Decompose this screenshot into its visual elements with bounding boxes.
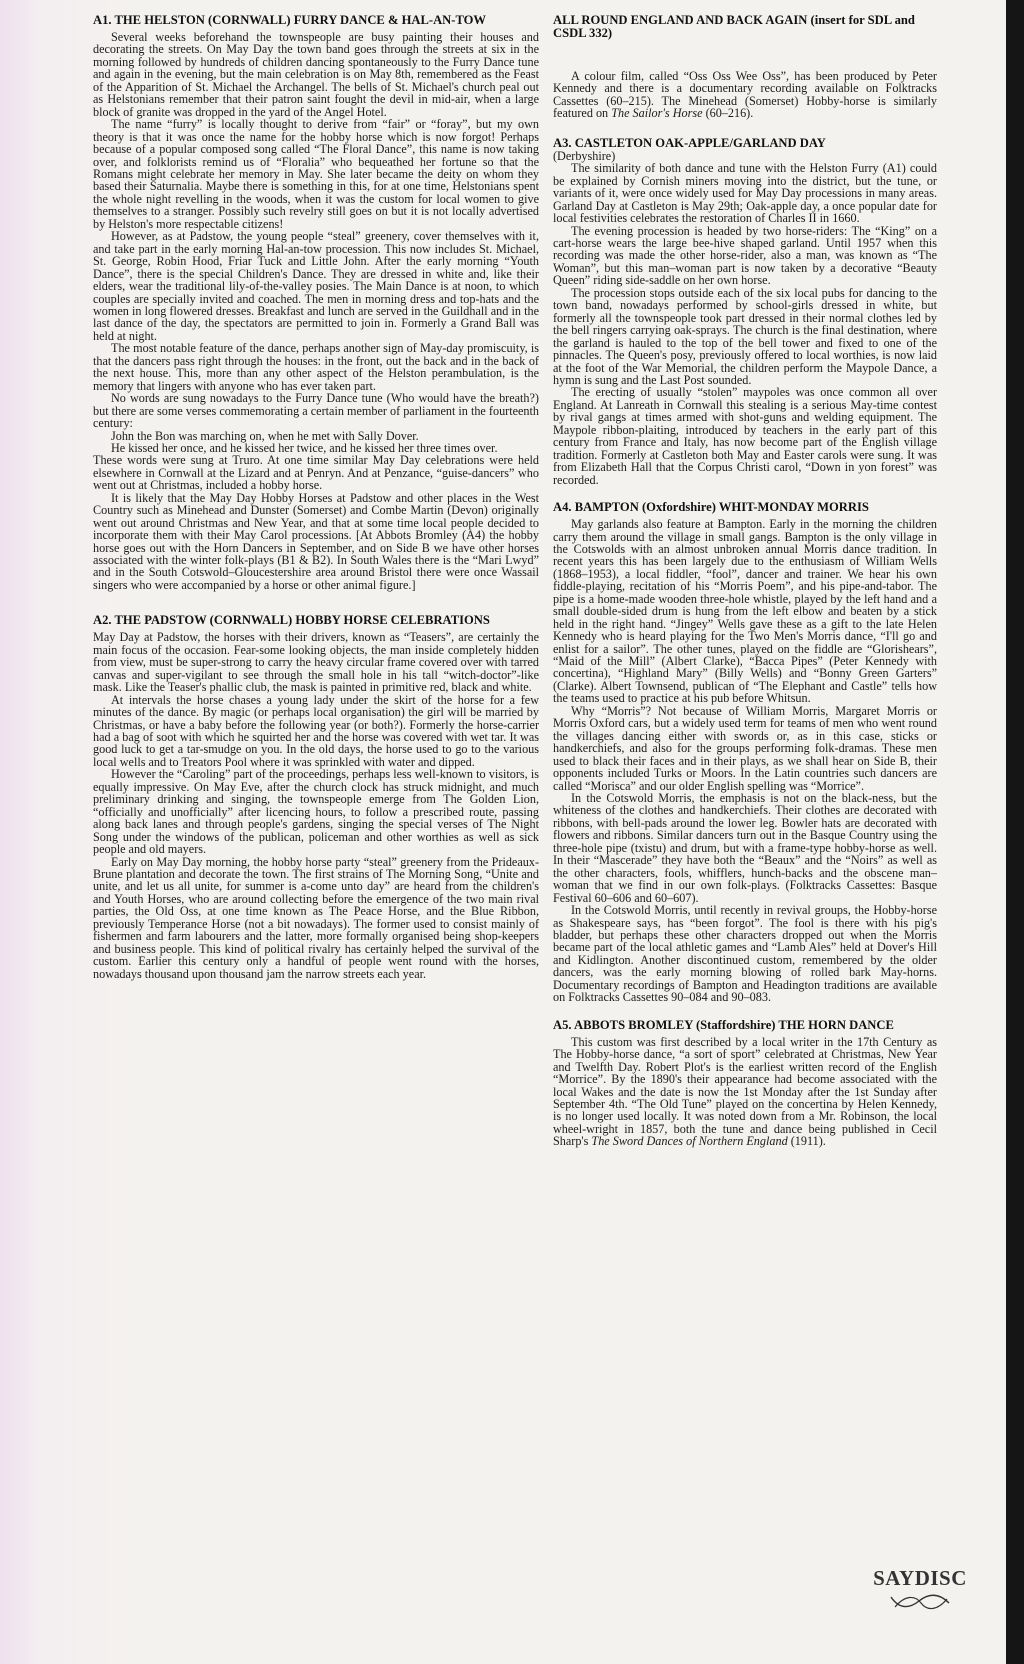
paragraph: Early on May Day morning, the hobby horse party “steal” greenery from the Prideaux-Brune plantation and decorate the town. The first strains of The Morning Song, “Unite and unite, and let us all unite, for summer is a-come unto day” are heard from the children's and Youth Horses, who are around collecting before the emergence of the two main rival parties, the Old Oss, at one time known as The Peace Horse, and the Blue Ribbon, previously Temperance Horse (not a bit nowadays). The former used to consist mainly of fishermen and farm labourers and the latter, more formally organised being shop-keepers and business people. This kind of political rivalry has certainly helped the survival of the custom. Earlier this century only a handful of people went round with the horses, nowadays thousand upon thousand jam the narrow streets each year. <box>93 854 539 981</box>
section-insert <box>553 14 937 120</box>
paragraph <box>553 1036 937 1148</box>
section-heading: A4. BAMPTON (Oxfordshire) WHIT-MONDAY MORRIS <box>553 500 869 515</box>
saydisc-logo <box>870 1566 970 1622</box>
paragraph: The evening procession is headed by two horse-riders: The “King” on a cart-horse wears the large bee-hive shaped garland. Until 1957 when this recording was made the other horse-rider, also a man, was known as “The Woman”, but this man–woman part is now taken by a decorative “Beauty Queen” riding side-saddle on her own horse. <box>553 223 937 288</box>
logo-wordmark: SAYDISC <box>873 1566 967 1590</box>
left-column <box>93 14 539 989</box>
paragraph-text: (60–216). <box>702 106 754 121</box>
paragraph: May Day at Padstow, the horses with their drivers, known as “Teasers”, are certainly the main focus of the occasion. Fear-some looking objects, the man inside completely hidden from view, must be super-strong to carry the heavy circular frame covered over with tarred canvas and super-vigilant to see through the small hole in his tall “witch-doctor”-like mask. Like the Teaser's phallic club, the mask is painted in primitive red, black and white. <box>93 630 539 695</box>
paragraph: In the Cotswold Morris, the emphasis is not on the black-ness, but the whiteness of the clothes and handkerchiefs. Their clothes are decorated with ribbons, with bell-pads around the lower leg. Bowler hats are decorated with flowers and ribbons. Similar dancers turn out in the Basque Country using the three-hole pipe (txistu) and drum, but with a frame-type hobby-horse as well. In their “Mascerade” they have both the “Beaux” and the “Noirs” as well as the other characters, fools, whifflers, hunch-backs and the obscene man–woman that we find in our own folk-plays. (Folktracks Cassettes: Basque Festival 60–606 and 60–607). <box>553 791 937 905</box>
paragraph: The similarity of both dance and tune with the Helston Furry (A1) could be explained by Cornish miners moving into the district, but the tune, or variants of it, were once widely used for May Day processions in many areas. Garland Day at Castleton is May 29th; Oak-apple day, a once popular date for local festivities celebrates the restoration of Charles II in 1660. <box>553 161 937 226</box>
paragraph: Why “Morris”? Not because of William Morris, Margaret Morris or Morris Oxford cars, but a widely used term for teams of men who went round the villages dancing either with swords or, as in this case, sticks or handkerchiefs, and also for the groups performing folk-dramas. These men used to black their faces and in their plays, as we shall hear on Side B, their opponents included Turks or Moors. In the Latin countries such dancers are called “Morisca” and our older English spelling was “Morrice”. <box>553 703 937 793</box>
paragraph: It is likely that the May Day Hobby Horses at Padstow and other places in the West Country such as Minehead and Dunster (Somerset) and Combe Martin (Devon) originally went out around Christmas and New Year, and that at some time local people decided to incorporate them with their May Carol processions. [At Abbots Bromley (A4) the hobby horse goes out with the Horn Dancers in September, and on Side B we have other horses associated with the winter folk-plays (B1 & B2). In South Wales there is the “Mari Lwyd” and in the South Cotswold–Gloucestershire area around Bristol there were once Wassail singers who were accompanied by a horse or other animal figure.] <box>93 490 539 592</box>
paragraph-text: A colour film, called “Oss Oss Wee Oss”, has been produced by Peter Kennedy and there is a documentary recording available on Folktracks Cassettes (60–215). The Minehead (Somerset) Hobby-horse is similarly featured on <box>553 69 937 121</box>
section-a4 <box>553 501 937 1004</box>
section-a5 <box>553 1019 937 1148</box>
title-italic: The Sword Dances of Northern England <box>591 1134 788 1149</box>
section-heading: A2. THE PADSTOW (CORNWALL) HOBBY HORSE CELEBRATIONS <box>93 613 490 628</box>
scan-edge <box>1006 0 1024 1664</box>
section-a2 <box>93 614 539 980</box>
verse <box>93 430 539 455</box>
title-italic: The Sailor's Horse <box>611 106 703 121</box>
section-heading: A3. CASTLETON OAK-APPLE/GARLAND DAY <box>553 135 826 150</box>
paragraph: May garlands also feature at Bampton. Early in the morning the children carry them around the village in small gangs. Bampton is the only village in the Cotswolds with an almost unbroken annual Morris dance tradition. In recent years this has been largely due to the enthusiasm of William Wells (1868–1953), a local fiddler, “fool”, dancer and trainer. We hear his own fiddle-playing, recitation of his “Morris Poem”, and his pipe-and-tabor. The pipe is a home-made wooden three-hole whistle, played by the left hand and a small double-sided drum is hung from the left elbow and beaten by a stick held in the right hand. “Jingey” Wells gave these as a gift to the late Helen Kennedy who is heard playing for the Two Men's Morris dance, “I'll go and enlist for a sailor”. The other tunes, played on the fiddle are “Glorishears”, “Maid of the Mill” (Albert Clarke), “Bacca Pipes” (Peter Kennedy with concertina), “Highland Mary” (Billy Wells) and “Bonny Green Garters” (Clarke). Albert Townsend, publican of “The Elephant and Castle” tells how the teams used to practice at his pub before Whitsun. <box>553 517 937 706</box>
paragraph-text: (1911). <box>787 1134 826 1149</box>
section-subheading: (Derbyshire) <box>553 148 616 163</box>
paragraph: The procession stops outside each of the six local pubs for dancing to the town band, nowadays performed by school-girls dressed in white, but formerly all the townspeople took part dressed in their normal clothes led by the bell ringers carrying oak-sprays. The church is the final destination, where the garland is hauled to the top of the bell tower and fixed to one of the pinnacles. The Queen's posy, previously offered to local worthies, is now laid at the foot of the War Memorial, the children perform the Maypole Dance, a hymn is sung and the Last Post sounded. <box>553 285 937 387</box>
paragraph: Several weeks beforehand the townspeople are busy painting their houses and decorating the streets. On May Day the town band goes through the streets at six in the morning followed by hundreds of children dancing spontaneously to the Furry Dance tune and again in the evening, but the main celebration is on May 8th, remembered as the Feast of the Apparition of St. Michael the Archangel. The bells of St. Michael's church peal out as Helstonians remember that their patron saint fought the devil in mid-air, when a large block of granite was dropped in the yard of the Angel Hotel. <box>93 30 539 119</box>
paragraph: However the “Caroling” part of the proceedings, perhaps less well-known to visitors, is equally impressive. On May Eve, after the church clock has struck midnight, and much preliminary drinking and singing, the townspeople emerge from The Golden Lion, “officially and unofficially” after licencing hours, to follow a prescribed route, passing along back lanes and through people's gardens, singing the special verses of The Night Song under the windows of the publican, policeman and other worthies as well as sick people and old mayers. <box>93 767 539 857</box>
paragraph: No words are sung nowadays to the Furry Dance tune (Who would have the breath?) but there are some verses commemorating a certain member of parliament in the fourteenth century: <box>93 391 539 431</box>
paragraph-text: This custom was first described by a local writer in the 17th Century as The Hobby-horse dance, “a sort of sport” celebrated at Christmas, New Year and Twelfth Day. Robert Plot's is the earliest written record of the English “Morrice”. By the 1890's their appearance had become associated with the local Wakes and the date is now the 1st Monday after the 1st Sunday after September 4th. “The Old Tune” played on the concertina by Helen Kennedy, is no longer used locally. It was noted down from a Mr. Robinson, the local wheel-wright in 1857, both the tune and dance being published in Cecil Sharp's <box>553 1034 937 1149</box>
section-heading: A5. ABBOTS BROMLEY (Staffordshire) THE HORN DANCE <box>553 1017 894 1032</box>
paragraph: The name “furry” is locally thought to derive from “fair” or “foray”, but my own theory is that it was once the name for the hobby horse which is now forgot! Perhaps because of a popular composed song called “The Floral Dance”, this name is now taking over, and folklorists remind us of “Floralia” who bequeathed her fortune so that the Romans might celebrate her memory in May. She later became the deity on whom they based their Saturnalia. Maybe there is something in this, for at one time, Helstonians spent the whole night revelling in the woods, when it was the custom for local women to give themselves to a stranger. Possibly such revelry still goes on but it is not locally advertised by Helston's more respectable citizens! <box>93 117 539 231</box>
paragraph <box>553 70 937 120</box>
verse-line: He kissed her once, and he kissed her twice, and he kissed her three times over. <box>111 440 498 455</box>
section-heading: ALL ROUND ENGLAND AND BACK AGAIN (insert for SDL and CSDL 332) <box>553 13 915 40</box>
right-column <box>553 14 937 1157</box>
paragraph: At intervals the horse chases a young lady under the skirt of the horse for a few minutes of the dance. By magic (or perhaps local organisation) the girl will be married by Christmas, or have a baby before the following year (or both?). Formerly the horse-carrier had a bag of soot with which he squirted her and the horse was covered with wet tar. It was good luck to get a tar-smudge on you. In the old days, the horse used to go to the various local wells and to Treators Pool where it was sprinkled with water and dipped. <box>93 692 539 769</box>
paragraph: However, as at Padstow, the young people “steal” greenery, cover themselves with it, and take part in the early morning Hal-an-tow procession. This now includes St. Michael, St. George, Robin Hood, Friar Tuck and Little John. After the early morning “Youth Dance”, there is the special Children's Dance. They are dressed in white and, like their elders, wear the traditional lily-of-the-valley posies. The Main Dance is at noon, to which couples are specially invited and coached. The men in morning dress and top-hats and the women in long flowered dresses. Breakfast and lunch are served in the Guildhall and in the last dance of the day, the spectators are permitted to join in. Formerly a Grand Ball was held at night. <box>93 229 539 343</box>
verse-line: John the Bon was marching on, when he met with Sally Dover. <box>111 428 419 443</box>
section-heading: A1. THE HELSTON (CORNWALL) FURRY DANCE & HAL-AN-TOW <box>93 13 487 27</box>
paragraph: In the Cotswold Morris, until recently in revival groups, the Hobby-horse as Shakespeare says, has “been forgot”. The fool is there with his pig's bladder, but perhaps these other characters dropped out when the Morris became part of the local athletic games and “Lamb Ales” held at Dover's Hill and Kidlington. Another discontinued custom, remembered by the older dancers, was the early morning blowing of rolled bark May-horns. Documentary recordings of Bampton and Headington traditions are available on Folktracks Cassettes 90–084 and 90–083. <box>553 903 937 1005</box>
paragraph: These words were sung at Truro. At one time similar May Day celebrations were held elsewhere in Cornwall at the Lizard and at Penryn. And at Penzance, “guise-dancers” who went out at Christmas, included a hobby horse. <box>93 453 539 493</box>
paragraph: The erecting of usually “stolen” maypoles was once common all over England. At Lanreath in Cornwall this stealing is a serious May-time contest by rival gangs at times armed with shot-guns and welding equipment. The Maypole ribbon-plaiting, introduced by teachers in the early part of this century from France and Italy, has now become part of the English village tradition. Formerly at Castleton both May and Easter carols were sung. It was from Elizabeth Hall that the Corpus Christi carol, “Down in yon forest” was recorded. <box>553 385 937 487</box>
section-a3 <box>553 137 937 486</box>
logo-flourish-icon <box>885 1591 955 1613</box>
section-a1 <box>93 14 539 591</box>
paragraph: The most notable feature of the dance, perhaps another sign of May-day promiscuity, is that the dancers pass right through the houses: in the front, out the back and in the back of the next house. This, more than any other aspect of the Helston perambulation, is the memory that lingers with anyone who has ever taken part. <box>93 341 539 393</box>
